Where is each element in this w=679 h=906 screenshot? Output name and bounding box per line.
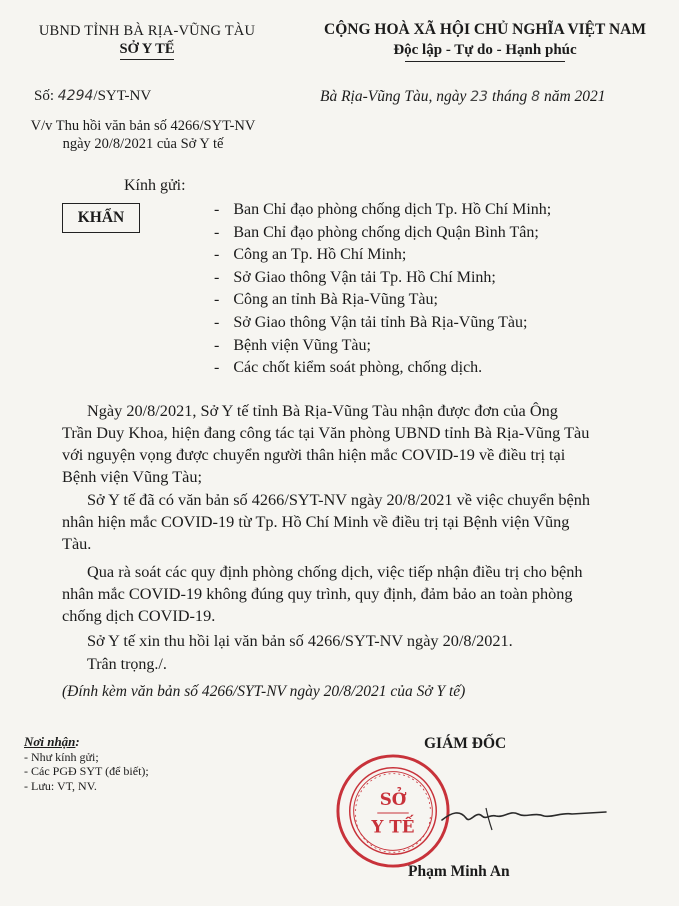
recipients-block: Nơi nhận: - Như kính gửi; - Các PGĐ SYT (để biết); - Lưu: VT, NV. — [24, 734, 149, 793]
document-number — [34, 88, 151, 105]
paragraph-1 — [62, 400, 652, 488]
paragraph-4 — [62, 630, 652, 652]
attachment-note: (Đính kèm văn bản số 4266/SYT-NV ngày 20/8/2021 của Sở Y tế) — [62, 683, 466, 700]
date-day-handwritten: 23 — [470, 89, 489, 105]
paragraph-line: với nguyện vọng được chuyển người thân hiện mắc COVID-19 về điều trị tại — [62, 445, 566, 464]
paragraph-line: Ngày 20/8/2021, Sở Y tế tỉnh Bà Rịa-Vũng Tàu nhận được đơn của Ông — [87, 401, 558, 420]
seal-bottom-text: Y TẾ — [371, 816, 415, 837]
recipient-list — [214, 199, 551, 380]
recipient-item: - Sở Giao thông Vận tải Tp. Hồ Chí Minh; — [214, 267, 551, 290]
recipients-block-item: - Lưu: VT, NV. — [24, 778, 97, 793]
national-motto: Độc lập - Tự do - Hạnh phúc — [393, 42, 577, 58]
urgent-stamp: KHẨN — [62, 203, 140, 233]
issuing-agency-block — [12, 22, 282, 60]
handwritten-signature-icon — [440, 790, 610, 850]
date-month-handwritten: 8 — [531, 89, 541, 105]
department-name: SỞ Y TẾ — [119, 41, 175, 57]
doc-number-prefix: Số: — [34, 88, 55, 104]
agency-name: UBND TỈNH BÀ RỊA-VŨNG TÀU — [38, 23, 256, 39]
signer-title: GIÁM ĐỐC — [424, 735, 507, 752]
seal-top-text: SỞ — [379, 789, 407, 810]
place-date-prefix: Bà Rịa-Vũng Tàu, ngày — [320, 88, 467, 105]
recipient-item: - Công an Tp. Hồ Chí Minh; — [214, 244, 551, 267]
subject-block — [12, 117, 274, 153]
paragraph-line: nhân hiện mắc COVID-19 từ Tp. Hồ Chí Minh về điều trị tại Bệnh viện Vũng — [62, 512, 570, 531]
national-heading-block — [300, 20, 670, 62]
motto-underline — [405, 61, 565, 62]
official-seal-icon — [334, 752, 452, 870]
recipients-block-item: - Các PGĐ SYT (để biết); — [24, 764, 149, 778]
paragraph-line: chống dịch COVID-19. — [62, 606, 216, 625]
date-month-label: tháng — [491, 88, 528, 105]
addressed-label: Kính gửi: — [124, 177, 186, 194]
paragraph-line: nhân mắc COVID-19 không đúng quy trình, quy định, đảm bảo an toàn phòng — [62, 584, 573, 603]
paragraph-line: Tàu. — [62, 534, 92, 553]
doc-number-handwritten: 4294 — [57, 88, 94, 104]
paragraph-line: Trần Duy Khoa, hiện đang công tác tại Văn phòng UBND tỉnh Bà Rịa-Vũng Tàu — [62, 423, 590, 442]
closing-phrase: Trân trọng./. — [87, 656, 167, 673]
recipient-item: - Các chốt kiểm soát phòng, chống dịch. — [214, 357, 551, 380]
paragraph-3 — [62, 561, 652, 627]
recipients-block-title: Nơi nhận — [24, 734, 76, 749]
recipient-item: - Sở Giao thông Vận tải tỉnh Bà Rịa-Vũng Tàu; — [214, 312, 551, 335]
subject-line-2: ngày 20/8/2021 của Sở Y tế — [62, 136, 224, 152]
place-date — [320, 88, 606, 106]
paragraph-line: Bệnh viện Vũng Tàu; — [62, 467, 203, 486]
paragraph-2 — [62, 489, 652, 555]
paragraph-line: Qua rà soát các quy định phòng chống dịch, việc tiếp nhận điều trị cho bệnh — [87, 562, 583, 581]
signer-name: Phạm Minh An — [408, 863, 510, 880]
recipient-item: - Bệnh viện Vũng Tàu; — [214, 335, 551, 358]
paragraph-line: Sở Y tế xin thu hồi lại văn bản số 4266/SYT-NV ngày 20/8/2021. — [87, 631, 513, 650]
department-underline — [120, 59, 174, 60]
recipients-block-item: - Như kính gửi; — [24, 749, 99, 764]
doc-number-suffix: /SYT-NV — [93, 88, 152, 104]
nation-name: CỘNG HOÀ XÃ HỘI CHỦ NGHĨA VIỆT NAM — [324, 21, 646, 38]
recipient-item: - Công an tỉnh Bà Rịa-Vũng Tàu; — [214, 289, 551, 312]
recipient-item: - Ban Chỉ đạo phòng chống dịch Quận Bình Tân; — [214, 222, 551, 245]
recipient-item: - Ban Chỉ đạo phòng chống dịch Tp. Hồ Chí Minh; — [214, 199, 551, 222]
date-year-label: năm 2021 — [543, 88, 606, 105]
subject-line-1: V/v Thu hồi văn bản số 4266/SYT-NV — [30, 118, 256, 134]
paragraph-line: Sở Y tế đã có văn bản số 4266/SYT-NV ngày 20/8/2021 về việc chuyển bệnh — [87, 490, 590, 509]
